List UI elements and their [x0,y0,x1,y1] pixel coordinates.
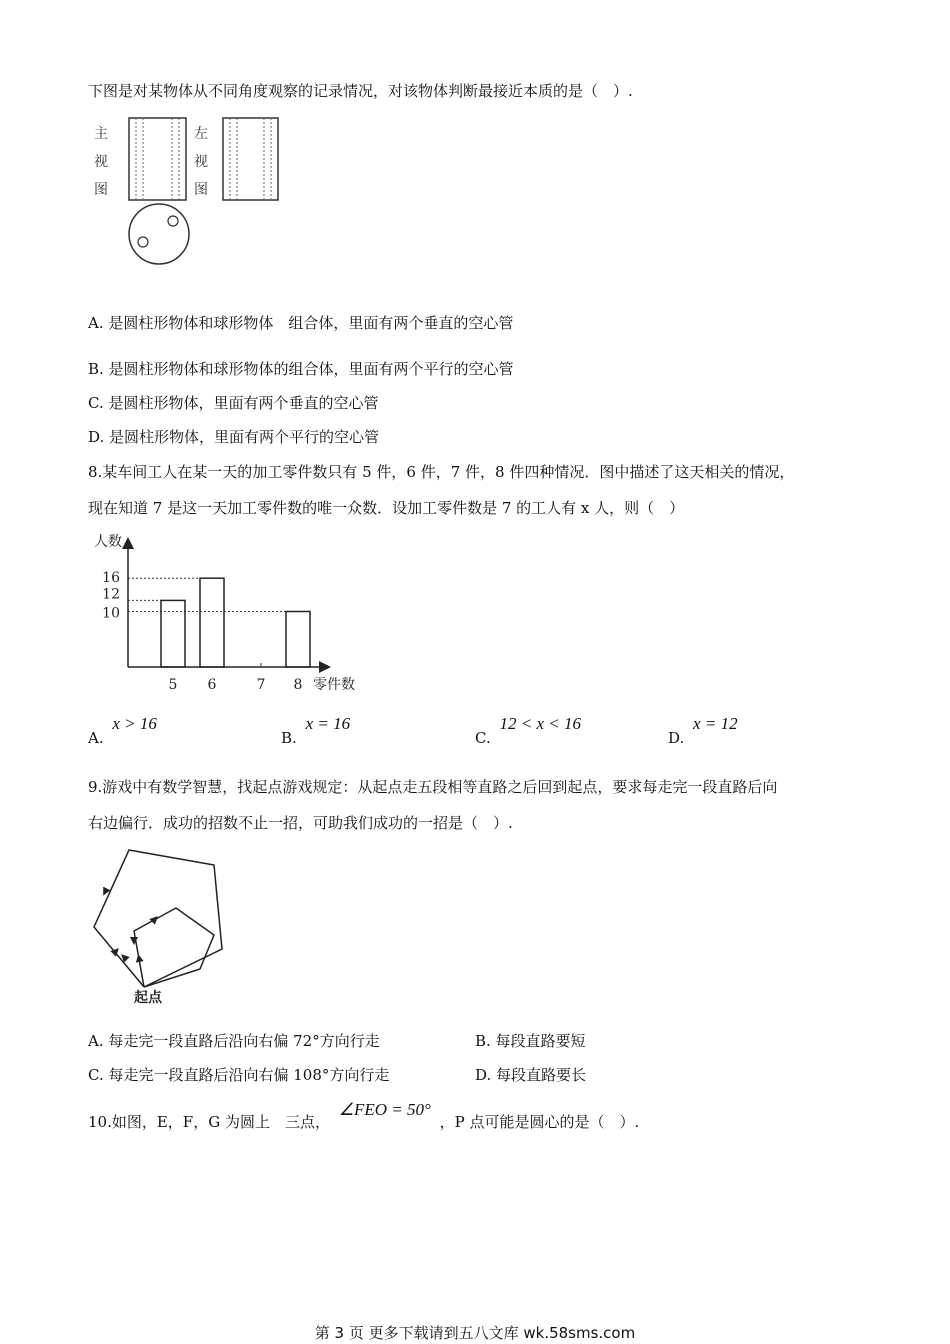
q7-option-a: A. 是圆柱形物体和球形物体 组合体，里面有两个垂直的空心管 [88,314,514,332]
q9-stem-line1: 9.游戏中有数学智慧，找起点游戏规定：从起点走五段相等直路之后回到起点，要求每走完一段直路后向 [88,778,778,796]
q8-option-d [668,714,738,748]
x-tick-label: 8 [293,677,303,693]
arrow-mark [105,890,106,892]
q10-angle-expr: ∠FEO = 50° [338,1100,431,1119]
left-view-label: 左 视 图 [194,126,208,198]
arrow-mark [124,957,125,958]
left-view-rect [223,118,278,200]
q8-option-c [475,714,581,748]
bar-6 [200,578,224,667]
q8-option-b-expr: x = 16 [305,714,351,733]
x-tick-label: 5 [168,677,178,693]
q7-figure [90,110,290,270]
q8-stem-line2: 现在知道 7 是这一天加工零件数的唯一众数．设加工零件数是 7 的工人有 x 人，则（ ） [88,499,685,517]
q9-option-a: A. 每走完一段直路后沿向右偏 72°方向行走 [88,1032,380,1050]
top-view-circle [129,204,189,264]
x-tick-label: 6 [207,677,217,693]
q10-stem [88,1100,640,1132]
q8-stem-line1: 8.某车间工人在某一天的加工零件数只有 5 件，6 件，7 件，8 件四种情况．图中描述了这天相关的情况， [88,463,795,481]
q8-option-c-expr: 12 < x < 16 [499,714,581,733]
arrow-mark [115,951,116,952]
q8-option-d-letter: D. [668,729,685,747]
q9-option-c: C. 每走完一段直路后沿向右偏 108°方向行走 [88,1066,390,1084]
y-tick-label: 12 [102,586,120,603]
x-tick-label: 7 [256,677,266,693]
page-footer: 第 3 页 更多下载请到五八文库 wk.58sms.com [314,1324,636,1342]
x-axis-label: 零件数 [313,677,355,693]
q8-option-a [88,714,157,748]
q7-option-c: C. 是圆柱形物体，里面有两个垂直的空心管 [88,394,379,412]
front-view-label: 主 视 图 [94,126,108,198]
q10-stem-before: 10.如图，E，F，G 为圆上 三点， [88,1113,330,1131]
bar-5 [161,600,185,667]
q10-stem-after: ，P 点可能是圆心的是（ ）. [439,1113,640,1131]
q9-option-d: D. 每段直路要长 [475,1066,587,1084]
start-point-label: 起点 [134,990,162,1006]
pentagon-path-figure [88,845,248,1010]
q8-option-a-expr: x > 16 [112,714,157,733]
bar-8 [286,612,310,668]
arrow-mark [154,919,155,920]
front-view-rect [129,118,186,200]
q8-option-b [281,714,351,748]
y-tick-label: 10 [102,605,120,622]
q8-option-c-letter: C. [475,729,491,747]
y-axis-label: 人数 [94,534,122,550]
q7-option-b: B. 是圆柱形物体和球形物体的组合体，里面有两个平行的空心管 [88,360,514,378]
q8-option-a-letter: A. [88,729,104,747]
q7-option-d: D. 是圆柱形物体，里面有两个平行的空心管 [88,428,380,446]
bar-chart [88,528,378,698]
q8-option-b-letter: B. [281,729,297,747]
y-tick-label: 16 [102,570,120,587]
q9-stem-line2: 右边偏行．成功的招数不止一招，可助我们成功的一招是（ ）. [88,814,513,832]
q8-option-d-expr: x = 12 [693,714,738,733]
inner-pentagon-path [134,908,214,987]
q7-stem: 下图是对某物体从不同角度观察的记录情况，对该物体判断最接近本质的是（ ）. [88,82,633,100]
q9-option-b: B. 每段直路要短 [475,1032,586,1050]
three-view-drawing [90,110,290,270]
